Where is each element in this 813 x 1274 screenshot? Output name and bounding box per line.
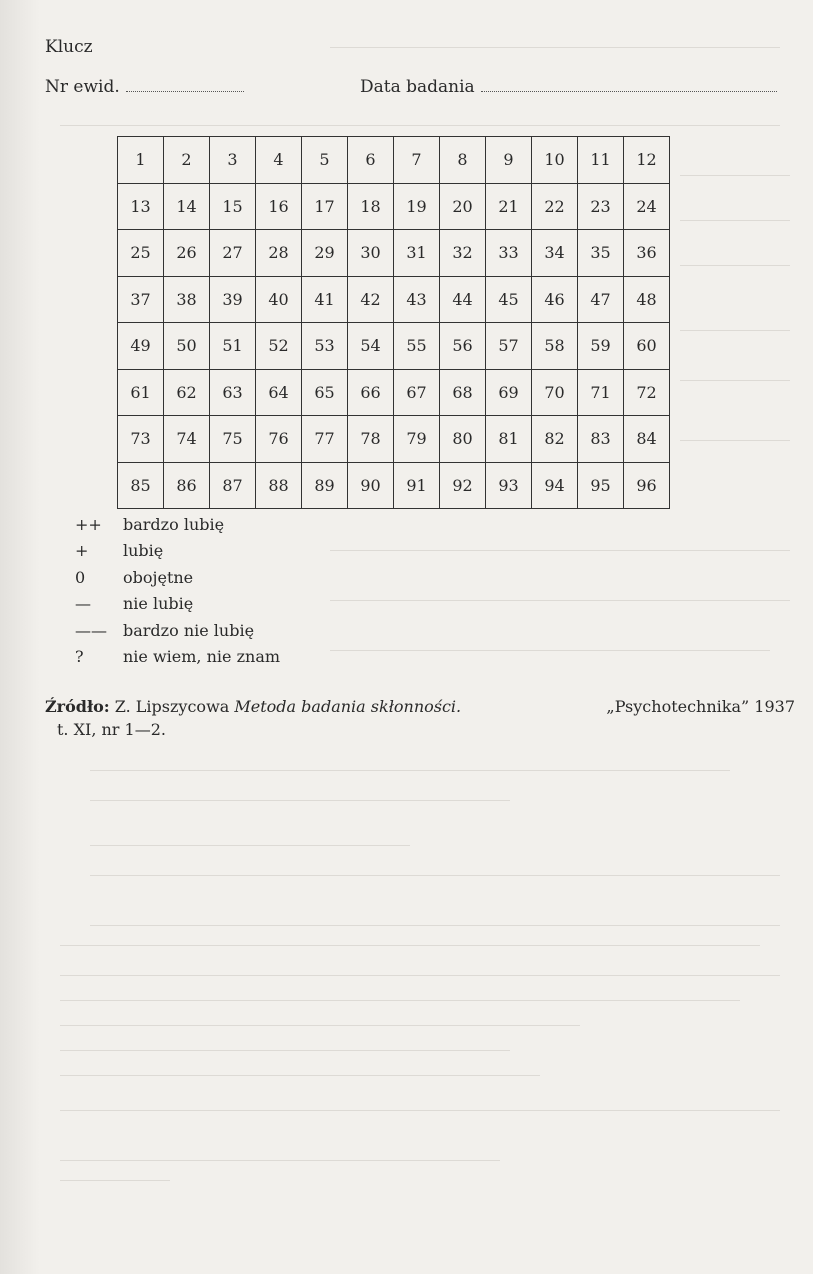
grid-cell[interactable]: 15 — [210, 184, 256, 230]
grid-row — [118, 276, 670, 323]
grid-cell[interactable]: 31 — [394, 230, 440, 276]
grid-cell[interactable]: 63 — [210, 370, 256, 416]
grid-cell[interactable]: 60 — [624, 323, 670, 369]
legend-text: bardzo lubię — [123, 515, 225, 534]
grid-cell[interactable]: 64 — [256, 370, 302, 416]
grid-cell[interactable]: 75 — [210, 416, 256, 462]
grid-cell[interactable]: 39 — [210, 277, 256, 323]
grid-cell[interactable]: 82 — [532, 416, 578, 462]
grid-cell[interactable]: 88 — [256, 463, 302, 509]
source-journal: „Psychotechnika” 1937 — [606, 697, 795, 716]
grid-cell[interactable]: 55 — [394, 323, 440, 369]
grid-cell[interactable]: 48 — [624, 277, 670, 323]
grid-cell[interactable]: 25 — [118, 230, 164, 276]
grid-cell[interactable]: 51 — [210, 323, 256, 369]
bleed-through-line — [330, 600, 790, 601]
grid-row — [118, 322, 670, 369]
grid-cell[interactable]: 90 — [348, 463, 394, 509]
grid-cell[interactable]: 77 — [302, 416, 348, 462]
grid-cell[interactable]: 38 — [164, 277, 210, 323]
grid-cell[interactable]: 13 — [118, 184, 164, 230]
grid-cell[interactable]: 12 — [624, 137, 670, 183]
grid-cell[interactable]: 57 — [486, 323, 532, 369]
grid-cell[interactable]: 78 — [348, 416, 394, 462]
grid-cell[interactable]: 44 — [440, 277, 486, 323]
bleed-through-line — [60, 1075, 540, 1076]
grid-cell[interactable]: 74 — [164, 416, 210, 462]
bleed-through-line — [60, 1025, 580, 1026]
grid-cell[interactable]: 6 — [348, 137, 394, 183]
exam-date-blank[interactable] — [481, 90, 777, 92]
grid-cell[interactable]: 84 — [624, 416, 670, 462]
legend-symbol: ? — [75, 646, 84, 666]
record-number-label: Nr ewid. — [45, 77, 120, 97]
bleed-through-line — [680, 440, 790, 441]
grid-cell[interactable]: 16 — [256, 184, 302, 230]
grid-cell[interactable]: 22 — [532, 184, 578, 230]
answer-key-grid — [117, 136, 670, 509]
grid-cell[interactable]: 20 — [440, 184, 486, 230]
grid-cell[interactable]: 76 — [256, 416, 302, 462]
grid-cell[interactable]: 23 — [578, 184, 624, 230]
grid-cell[interactable]: 71 — [578, 370, 624, 416]
grid-cell[interactable]: 8 — [440, 137, 486, 183]
record-number-blank[interactable] — [126, 90, 244, 92]
grid-cell[interactable]: 14 — [164, 184, 210, 230]
bleed-through-line — [330, 650, 770, 651]
grid-cell[interactable]: 67 — [394, 370, 440, 416]
grid-cell[interactable]: 56 — [440, 323, 486, 369]
source-volume: t. XI, nr 1—2. — [57, 720, 166, 739]
grid-row — [118, 369, 670, 416]
grid-cell[interactable]: 61 — [118, 370, 164, 416]
bleed-through-line — [60, 945, 760, 946]
bleed-through-line — [90, 845, 410, 846]
grid-cell[interactable]: 33 — [486, 230, 532, 276]
bleed-through-line — [60, 1000, 740, 1001]
legend-symbol: ++ — [75, 515, 102, 534]
grid-row — [118, 415, 670, 462]
grid-row — [118, 229, 670, 276]
grid-cell[interactable]: 36 — [624, 230, 670, 276]
grid-cell[interactable]: 91 — [394, 463, 440, 509]
grid-cell[interactable]: 4 — [256, 137, 302, 183]
grid-cell[interactable]: 34 — [532, 230, 578, 276]
grid-cell[interactable]: 72 — [624, 370, 670, 416]
grid-cell[interactable]: 2 — [164, 137, 210, 183]
legend-text: bardzo nie lubię — [123, 620, 255, 640]
grid-cell[interactable]: 43 — [394, 277, 440, 323]
grid-cell[interactable]: 37 — [118, 277, 164, 323]
record-number-field[interactable] — [45, 77, 244, 97]
legend-symbol: + — [75, 541, 89, 561]
grid-cell[interactable]: 66 — [348, 370, 394, 416]
legend-text: nie wiem, nie znam — [123, 646, 281, 666]
bleed-through-line — [330, 47, 780, 48]
grid-cell[interactable]: 3 — [210, 137, 256, 183]
grid-cell[interactable]: 21 — [486, 184, 532, 230]
grid-cell[interactable]: 54 — [348, 323, 394, 369]
grid-cell[interactable]: 73 — [118, 416, 164, 462]
grid-cell[interactable]: 45 — [486, 277, 532, 323]
bleed-through-line — [330, 550, 790, 551]
grid-cell[interactable]: 86 — [164, 463, 210, 509]
bleed-through-line — [60, 1050, 510, 1051]
grid-cell[interactable]: 26 — [164, 230, 210, 276]
bleed-through-line — [680, 330, 790, 331]
grid-cell[interactable]: 59 — [578, 323, 624, 369]
bleed-through-line — [90, 800, 510, 801]
grid-cell[interactable]: 83 — [578, 416, 624, 462]
grid-cell[interactable]: 92 — [440, 463, 486, 509]
bleed-through-line — [60, 125, 780, 126]
grid-cell[interactable]: 27 — [210, 230, 256, 276]
grid-row — [118, 462, 670, 509]
grid-cell[interactable]: 68 — [440, 370, 486, 416]
grid-cell[interactable]: 52 — [256, 323, 302, 369]
legend-text: lubię — [123, 541, 164, 561]
exam-date-field[interactable] — [360, 77, 777, 97]
grid-cell[interactable]: 87 — [210, 463, 256, 509]
bleed-through-line — [680, 220, 790, 221]
grid-cell[interactable]: 29 — [302, 230, 348, 276]
grid-cell[interactable]: 35 — [578, 230, 624, 276]
source-title: Metoda badania skłonności. — [234, 697, 462, 716]
grid-cell[interactable]: 95 — [578, 463, 624, 509]
grid-cell[interactable]: 11 — [578, 137, 624, 183]
grid-row — [118, 183, 670, 230]
grid-cell[interactable]: 7 — [394, 137, 440, 183]
grid-cell[interactable]: 5 — [302, 137, 348, 183]
bleed-through-line — [60, 1110, 780, 1111]
legend-text: obojętne — [123, 567, 194, 587]
grid-cell[interactable]: 96 — [624, 463, 670, 509]
legend-symbol: 0 — [75, 567, 86, 587]
grid-cell[interactable]: 19 — [394, 184, 440, 230]
grid-cell[interactable]: 53 — [302, 323, 348, 369]
grid-cell[interactable]: 40 — [256, 277, 302, 323]
source-label: Źródło: — [45, 697, 110, 716]
grid-cell[interactable]: 17 — [302, 184, 348, 230]
grid-cell[interactable]: 49 — [118, 323, 164, 369]
legend-symbol: —— — [75, 620, 107, 640]
grid-cell[interactable]: 94 — [532, 463, 578, 509]
grid-cell[interactable]: 1 — [118, 137, 164, 183]
bleed-through-line — [60, 975, 780, 976]
bleed-through-line — [90, 875, 780, 876]
legend-text: nie lubię — [123, 594, 194, 614]
grid-cell[interactable]: 9 — [486, 137, 532, 183]
grid-cell[interactable]: 62 — [164, 370, 210, 416]
source-author: Z. Lipszycowa — [114, 697, 230, 716]
grid-cell[interactable]: 81 — [486, 416, 532, 462]
grid-cell[interactable]: 41 — [302, 277, 348, 323]
grid-cell[interactable]: 89 — [302, 463, 348, 509]
grid-cell[interactable]: 28 — [256, 230, 302, 276]
grid-cell[interactable]: 47 — [578, 277, 624, 323]
grid-cell[interactable]: 80 — [440, 416, 486, 462]
bleed-through-line — [90, 925, 780, 926]
grid-cell[interactable]: 24 — [624, 184, 670, 230]
exam-date-label: Data badania — [360, 77, 475, 97]
grid-cell[interactable]: 65 — [302, 370, 348, 416]
bleed-through-line — [60, 1180, 170, 1181]
grid-cell[interactable]: 69 — [486, 370, 532, 416]
grid-cell[interactable]: 30 — [348, 230, 394, 276]
page-title: Klucz — [45, 37, 93, 57]
grid-cell[interactable]: 85 — [118, 463, 164, 509]
grid-cell[interactable]: 42 — [348, 277, 394, 323]
grid-row — [118, 136, 670, 183]
bleed-through-line — [680, 380, 790, 381]
grid-cell[interactable]: 18 — [348, 184, 394, 230]
grid-cell[interactable]: 93 — [486, 463, 532, 509]
grid-cell[interactable]: 70 — [532, 370, 578, 416]
grid-cell[interactable]: 32 — [440, 230, 486, 276]
bleed-through-line — [90, 770, 730, 771]
grid-cell[interactable]: 10 — [532, 137, 578, 183]
grid-cell[interactable]: 58 — [532, 323, 578, 369]
source-citation — [45, 697, 795, 739]
legend-symbol: — — [75, 594, 91, 614]
bleed-through-line — [680, 265, 790, 266]
page-shadow — [0, 0, 40, 1274]
grid-cell[interactable]: 50 — [164, 323, 210, 369]
bleed-through-line — [680, 175, 790, 176]
grid-cell[interactable]: 79 — [394, 416, 440, 462]
grid-cell[interactable]: 46 — [532, 277, 578, 323]
bleed-through-line — [60, 1160, 500, 1161]
